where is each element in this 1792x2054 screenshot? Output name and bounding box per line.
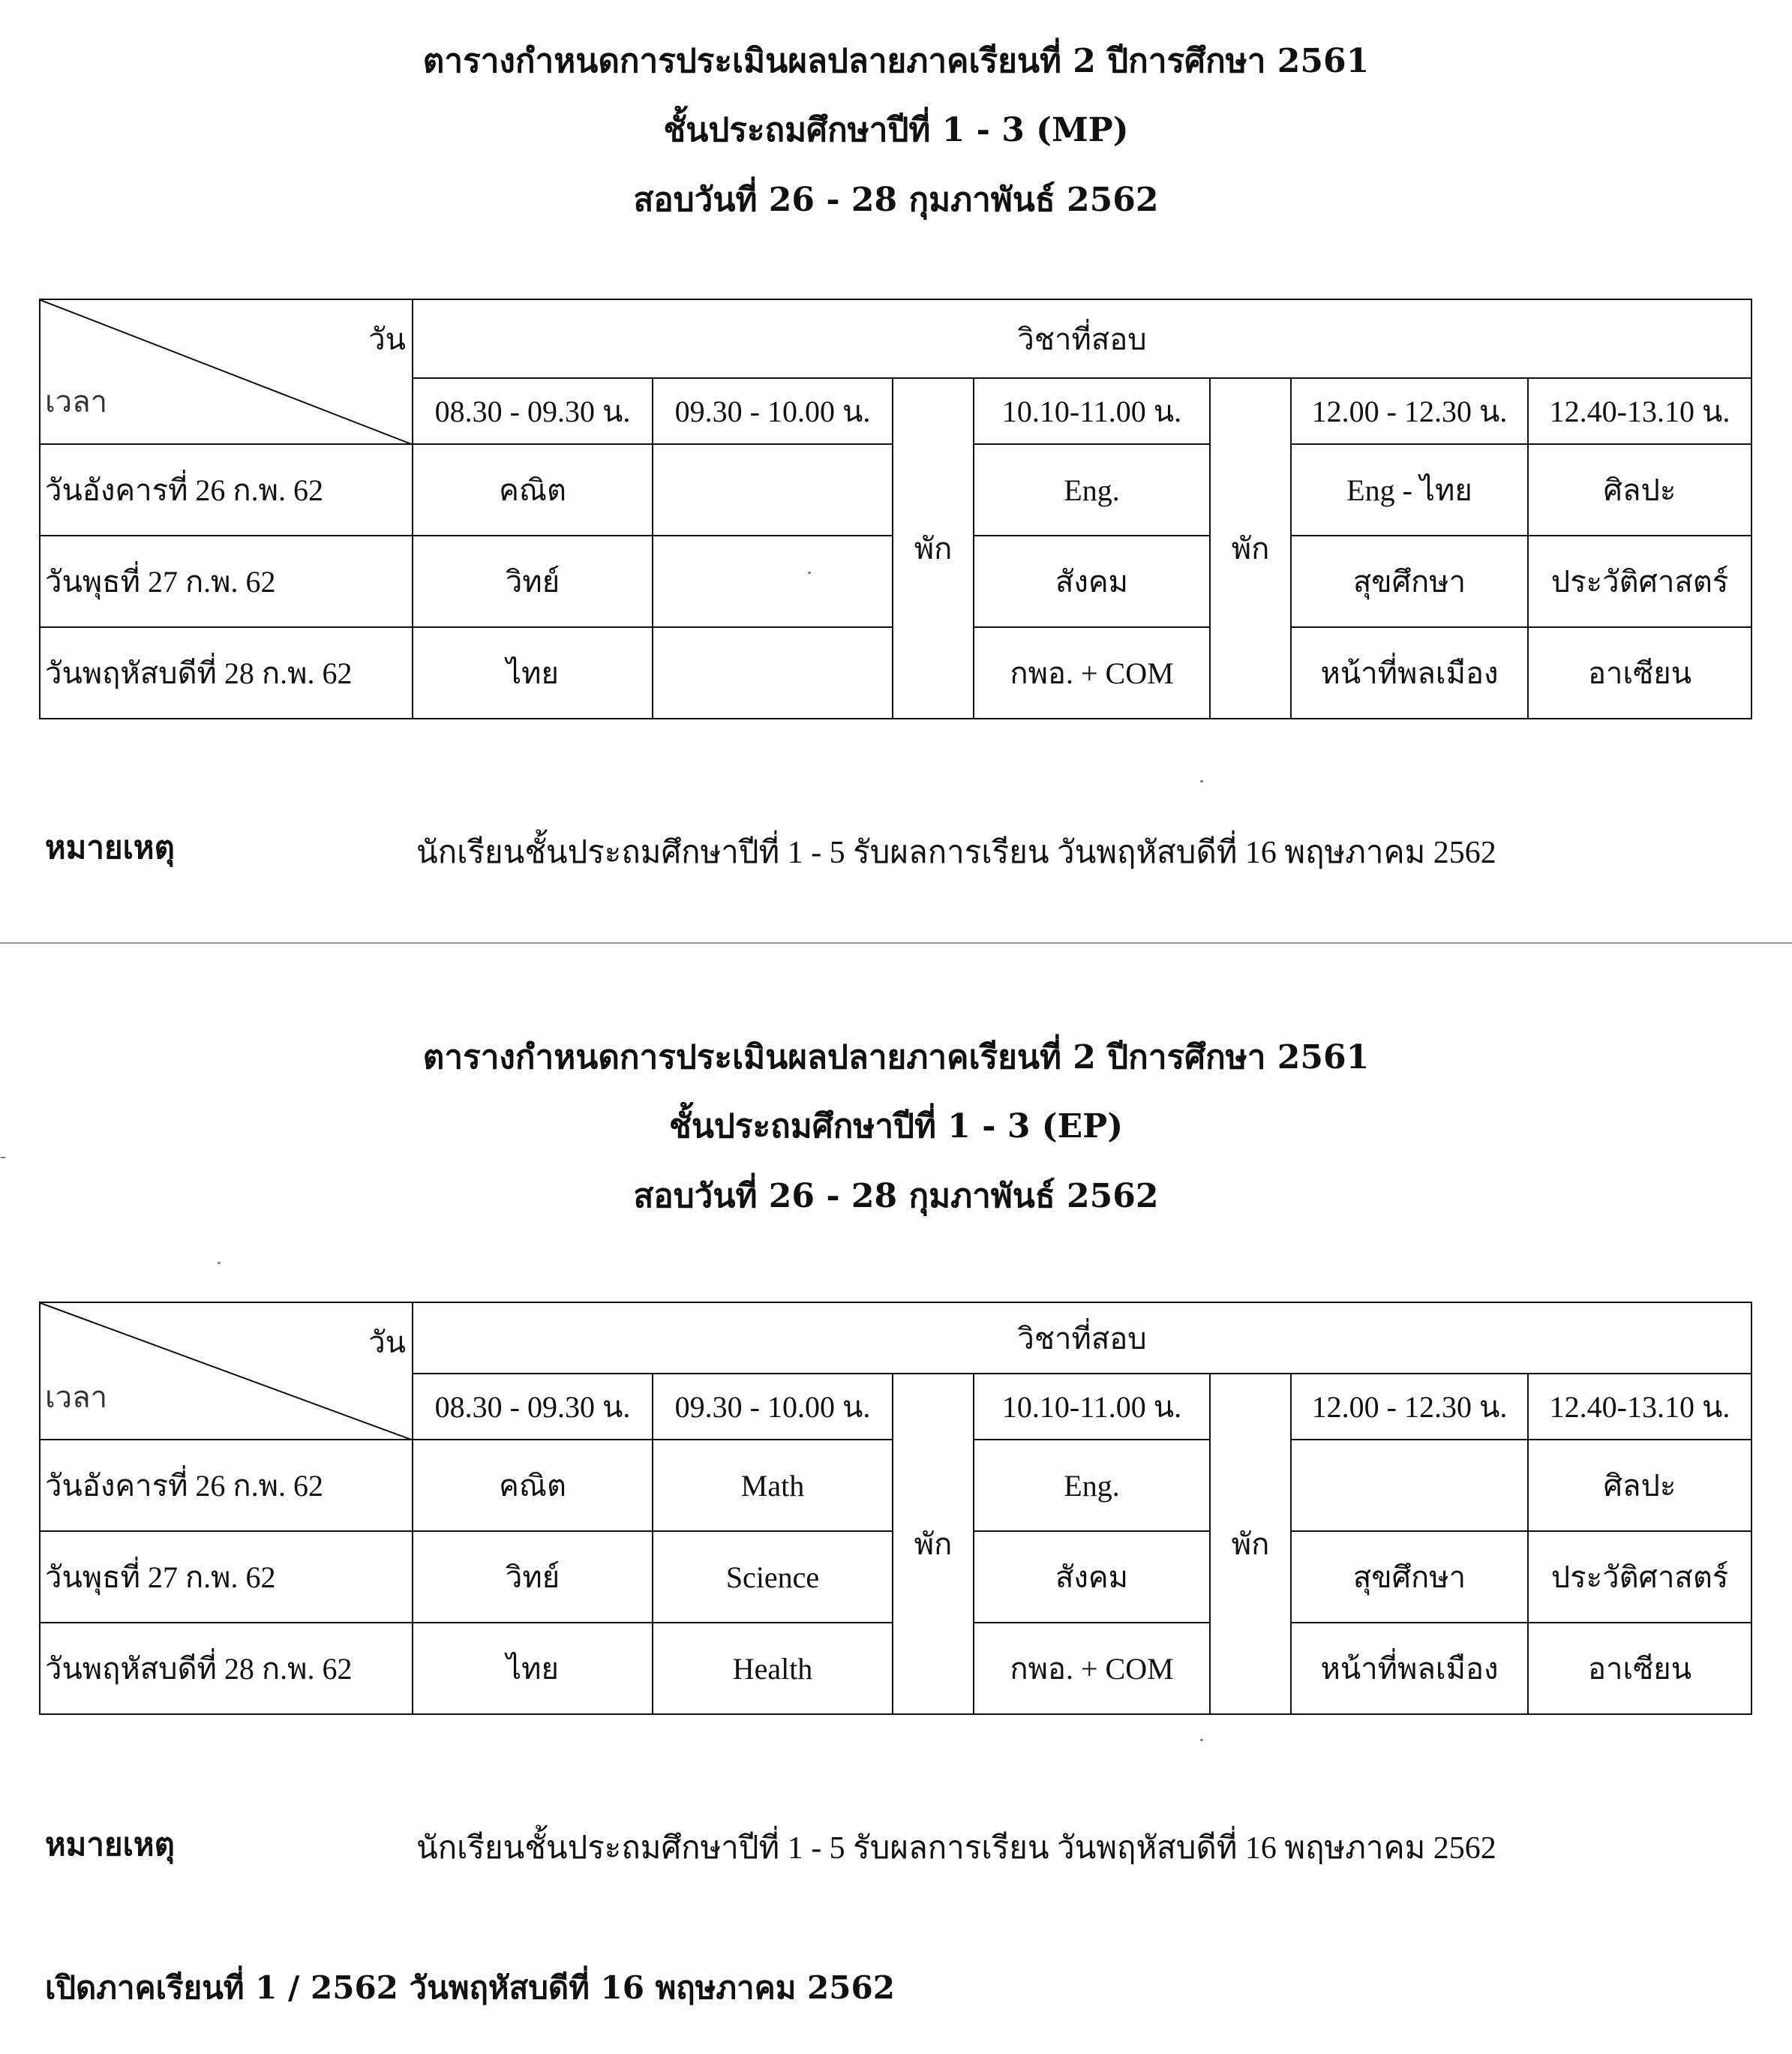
ep-cell: คณิต [413,1440,653,1531]
ep-cell: ไทย [413,1623,653,1714]
mp-break-2: พัก [1210,378,1291,719]
mp-title-3: สอบวันที่ 26 - 28 กุมภาพันธ์ 2562 [633,181,1159,219]
ep-cell: สังคม [974,1531,1210,1623]
mp-day-label: วันอังคารที่ 26 ก.พ. 62 [40,444,413,536]
ep-cell: หน้าที่พลเมือง [1291,1623,1528,1714]
ep-cell: สุขศึกษา [1291,1531,1528,1623]
ep-title-1: ตารางกำหนดการประเมินผลปลายภาคเรียนที่ 2 ปีการศึกษา 2561 [422,1038,1370,1077]
ep-cell: Math [653,1440,893,1531]
ep-time-3: 10.10-11.00 น. [974,1374,1210,1440]
ep-schedule-table [39,1302,1752,1715]
ep-time-5: 12.40-13.10 น. [1528,1374,1751,1440]
ep-time-2: 09.30 - 10.00 น. [653,1374,893,1440]
ep-cell [1291,1440,1528,1531]
scan-speck [808,572,811,574]
mp-title-2: ชั้นประถมศึกษาปีที่ 1 - 3 (MP) [663,111,1129,149]
ep-cell: กพอ. + COM [974,1623,1210,1714]
mp-note-label: หมายเหตุ [45,831,175,866]
mp-time-3: 10.10-11.00 น. [974,378,1210,444]
section-divider [0,942,1792,944]
mp-cell: อาเซียน [1528,627,1751,719]
scan-speck [0,1157,6,1158]
ep-cell: Eng. [974,1440,1210,1531]
mp-cell: ไทย [413,627,653,719]
mp-time-2: 09.30 - 10.00 น. [653,378,893,444]
ep-time-4: 12.00 - 12.30 น. [1291,1374,1528,1440]
mp-cell [653,536,893,627]
ep-corner-time-label: เวลา [45,1380,108,1414]
ep-time-1: 08.30 - 09.30 น. [413,1374,653,1440]
ep-corner-cell [40,1302,413,1440]
mp-cell: สุขศึกษา [1291,536,1528,627]
mp-cell: กพอ. + COM [974,627,1210,719]
mp-cell: สังคม [974,536,1210,627]
mp-cell [653,444,893,536]
ep-cell: ศิลปะ [1528,1440,1751,1531]
ep-title-2: ชั้นประถมศึกษาปีที่ 1 - 3 (EP) [668,1107,1124,1146]
ep-subject-header: วิชาที่สอบ [413,1302,1751,1374]
mp-cell: ประวัติศาสตร์ [1528,536,1751,627]
ep-cell: วิทย์ [413,1531,653,1623]
mp-cell: วิทย์ [413,536,653,627]
mp-schedule-table [39,299,1752,719]
ep-cell: ประวัติศาสตร์ [1528,1531,1751,1623]
scan-speck [218,1262,221,1264]
ep-cell: Science [653,1531,893,1623]
mp-cell: คณิต [413,444,653,536]
ep-note-text: นักเรียนชั้นประถมศึกษาปีที่ 1 - 5 รับผลการเรียน วันพฤหัสบดีที่ 16 พฤษภาคม 2562 [416,1831,1496,1866]
mp-cell [653,627,893,719]
ep-corner-day-label: วัน [368,1326,406,1359]
mp-time-1: 08.30 - 09.30 น. [413,378,653,444]
mp-cell: Eng. [974,444,1210,536]
mp-day-label: วันพุธที่ 27 ก.พ. 62 [40,536,413,627]
mp-cell: หน้าที่พลเมือง [1291,627,1528,719]
scan-speck [1200,780,1203,782]
open-term-note: เปิดภาคเรียนที่ 1 / 2562 วันพฤหัสบดีที่ 16 พฤษภาคม 2562 [45,1969,895,2006]
mp-break-1: พัก [893,378,974,719]
ep-note-label: หมายเหตุ [45,1828,175,1863]
mp-subject-header: วิชาที่สอบ [413,299,1751,378]
mp-day-label: วันพฤหัสบดีที่ 28 ก.พ. 62 [40,627,413,719]
scan-speck [1200,1739,1203,1741]
ep-title-3: สอบวันที่ 26 - 28 กุมภาพันธ์ 2562 [633,1177,1159,1215]
mp-time-5: 12.40-13.10 น. [1528,378,1751,444]
ep-day-label: วันพุธที่ 27 ก.พ. 62 [40,1531,413,1623]
ep-day-label: วันอังคารที่ 26 ก.พ. 62 [40,1440,413,1531]
ep-cell: อาเซียน [1528,1623,1751,1714]
ep-cell: Health [653,1623,893,1714]
ep-break-2: พัก [1210,1374,1291,1714]
mp-cell: Eng - ไทย [1291,444,1528,536]
mp-note-text: นักเรียนชั้นประถมศึกษาปีที่ 1 - 5 รับผลการเรียน วันพฤหัสบดีที่ 16 พฤษภาคม 2562 [416,836,1496,870]
mp-corner-day-label: วัน [368,323,406,356]
mp-time-4: 12.00 - 12.30 น. [1291,378,1528,444]
mp-corner-cell [40,299,413,444]
ep-day-label: วันพฤหัสบดีที่ 28 ก.พ. 62 [40,1623,413,1714]
ep-break-1: พัก [893,1374,974,1714]
mp-title-1: ตารางกำหนดการประเมินผลปลายภาคเรียนที่ 2 ปีการศึกษา 2561 [422,42,1370,80]
mp-corner-time-label: เวลา [45,385,108,419]
mp-cell: ศิลปะ [1528,444,1751,536]
